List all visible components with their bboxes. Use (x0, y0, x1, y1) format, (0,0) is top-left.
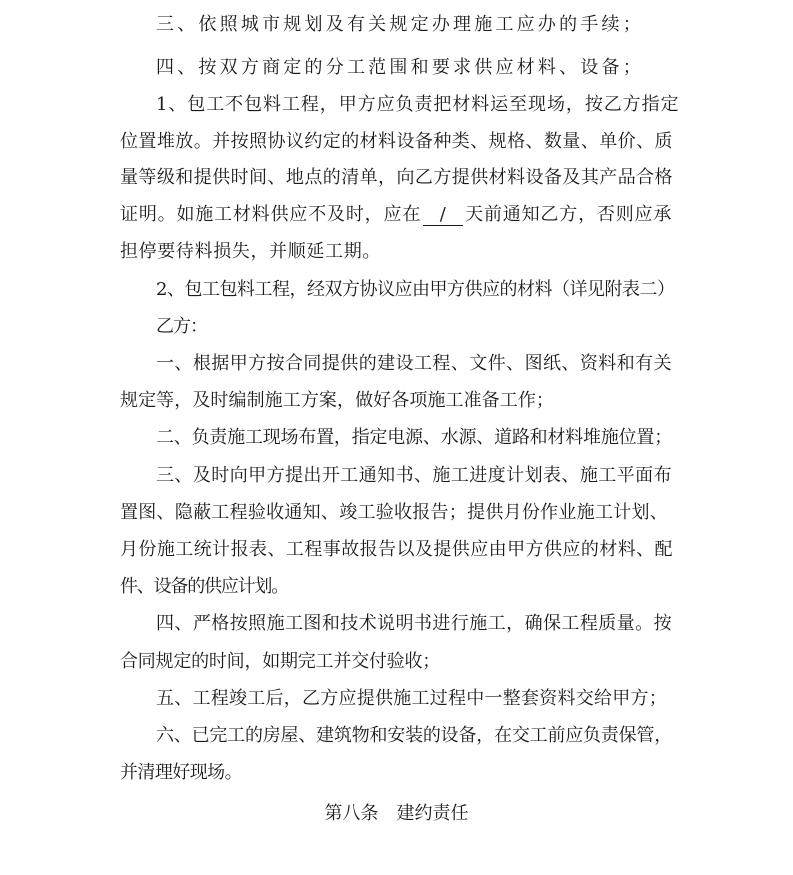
text-line: 件、设备的供应计划。 (120, 576, 288, 597)
text-line: 担停要待料损失，并顺延工期。 (120, 241, 382, 262)
text-line: 位置堆放。并按照协议约定的材料设备种类、规格、数量、单价、质 (120, 131, 673, 152)
text-line: 1、包工不包料工程，甲方应负责把材料运至现场，按乙方指定 (156, 94, 680, 115)
text-line: 三、依照城市规划及有关规定办理施工应办的手续； (156, 14, 644, 35)
text-line: 乙方： (156, 316, 207, 337)
text-line: 2、包工包料工程，经双方协议应由甲方供应的材料（详见附表二） (156, 279, 675, 300)
text-line: 一、根据甲方按合同提供的建设工程、文件、图纸、资料和有关 (156, 353, 673, 374)
text-line: 三、及时向甲方提出开工通知书、施工进度计划表、施工平面布 (156, 465, 673, 486)
text-line: 量等级和提供时间、地点的清单，向乙方提供材料设备及其产品合格 (120, 167, 673, 188)
text-line: 月份施工统计报表、工程事故报告以及提供应由甲方供应的材料、配 (120, 539, 673, 560)
text-line: 并清理好现场。 (120, 762, 243, 783)
text-line: 六、已完工的房屋、建筑物和安装的设备，在交工前应负责保管， (156, 725, 672, 746)
fill-line-before: 证明。如施工材料供应不及时，应在 (120, 204, 422, 225)
text-line: 四、严格按照施工图和技术说明书进行施工，确保工程质量。按 (156, 613, 673, 634)
text-line: 二、负责施工现场布置，指定电源、水源、道路和材料堆施位置； (156, 427, 672, 448)
fill-line-after: 天前通知乙方，否则应承 (465, 204, 673, 225)
text-line-fill (120, 202, 672, 228)
section-heading: 第八条 建约责任 (324, 803, 469, 824)
text-line: 置图、隐蔽工程验收通知、竣工验收报告；提供月份作业施工计划、 (120, 502, 669, 523)
text-line: 规定等，及时编制施工方案，做好各项施工准备工作； (120, 390, 554, 411)
fill-blank: / (423, 205, 463, 226)
text-line: 合同规定的时间，如期完工并交付验收； (120, 651, 441, 672)
text-line: 五、工程竣工后，乙方应提供施工过程中一整套资料交给甲方； (156, 688, 667, 709)
text-line: 四、按双方商定的分工范围和要求供应材料、设备； (156, 57, 644, 78)
